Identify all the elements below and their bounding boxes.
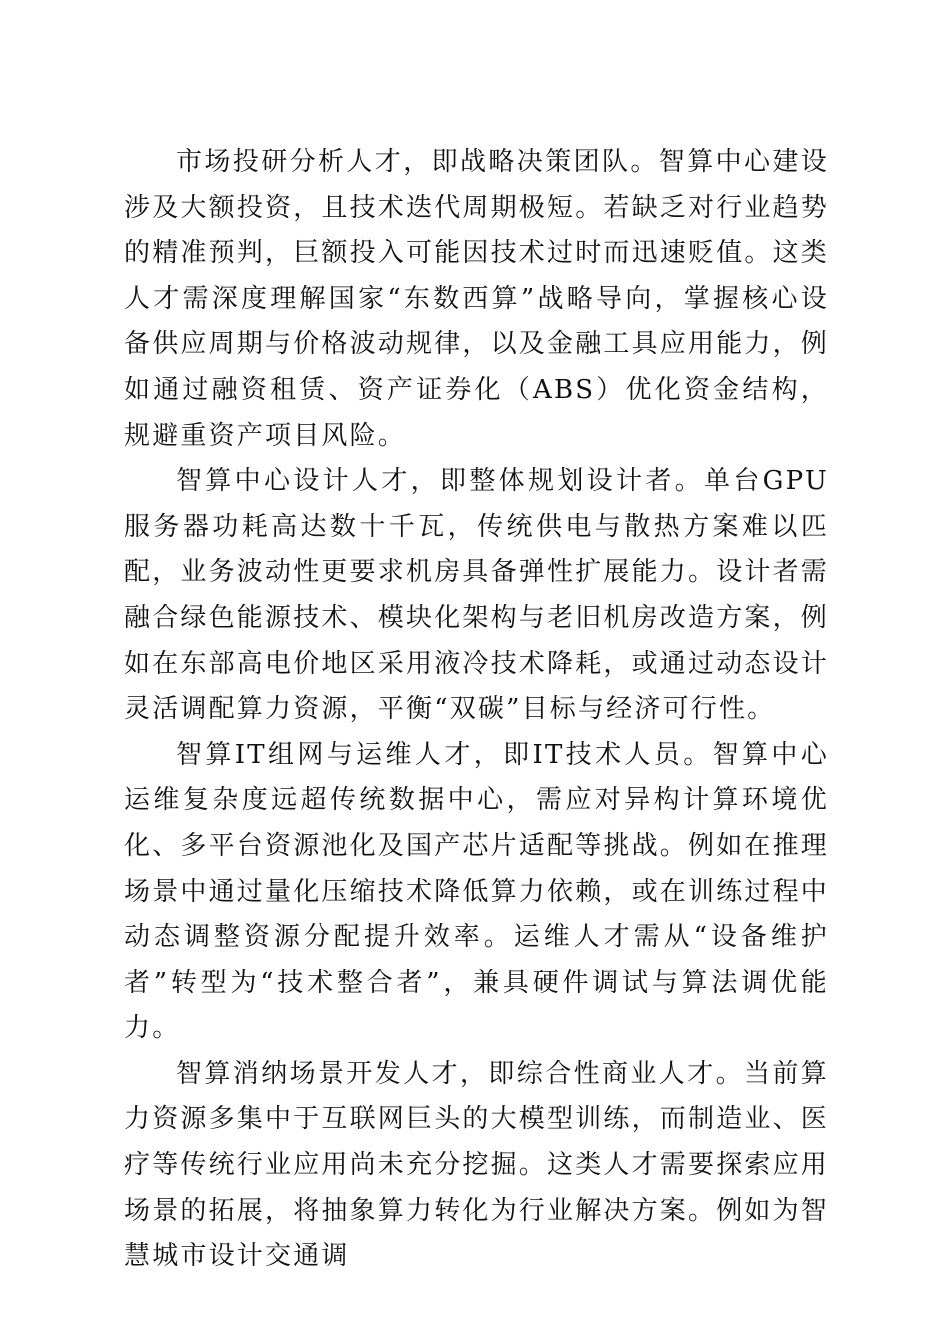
paragraph-center-design-talent: 智算中心设计人才，即整体规划设计者。单台GPU服务器功耗高达数十千瓦，传统供电与散热方案难以匹配，业务波动性更要求机房具备弹性扩展能力。设计者需融合绿色能源技术、模块化架构与老旧机房改造方案，例如在东部高电价地区采用液冷技术降耗，或通过动态设计灵活调配算力资源，平衡“双碳”目标与经济可行性。	[124, 466, 830, 725]
body-text	[124, 140, 829, 1280]
paragraph-scenario-development-talent: 智算消纳场景开发人才，即综合性商业人才。当前算力资源多集中于互联网巨头的大模型训练，而制造业、医疗等传统行业应用尚未充分挖掘。这类人才需要探索应用场景的拓展，将抽象算力转化为行业解决方案。例如为智慧城市设计交通调	[124, 1058, 830, 1272]
paragraph-it-operations-talent: 智算IT组网与运维人才，即IT技术人员。智算中心运维复杂度远超传统数据中心，需应对异构计算环境优化、多平台资源池化及国产芯片适配等挑战。例如在推理场景中通过量化压缩技术降低算力依赖，或在训练过程中动态调整资源分配提升效率。运维人才需从“设备维护者”转型为“技术整合者”，兼具硬件调试与算法调优能力。	[124, 739, 830, 1044]
paragraph-market-research-talent: 市场投研分析人才，即战略决策团队。智算中心建设涉及大额投资，且技术迭代周期极短。若缺乏对行业趋势的精准预判，巨额投入可能因技术过时而迅速贬值。这类人才需深度理解国家“东数西算”战略导向，掌握核心设备供应周期与价格波动规律，以及金融工具应用能力，例如通过融资租赁、资产证券化（ABS）优化资金结构，规避重资产项目风险。	[124, 147, 830, 451]
